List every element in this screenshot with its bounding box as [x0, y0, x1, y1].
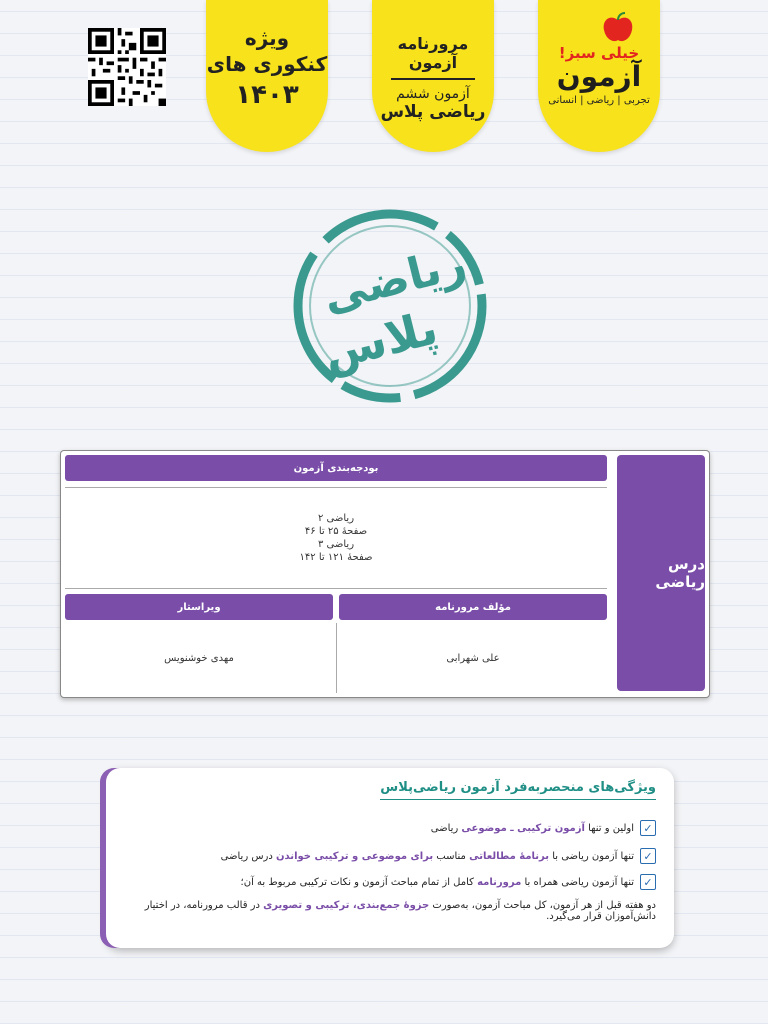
- riazi-plus-logo: [280, 196, 500, 416]
- tab-divider: [391, 78, 475, 80]
- special-edition-tab: [206, 0, 328, 152]
- budget-header: بودجه‌بندی آزمون: [65, 455, 607, 481]
- note-highlight: جزوهٔ جمع‌بندی، ترکیبی و تصویری: [263, 900, 430, 911]
- brand-slogan: خیلی سبز!: [558, 44, 640, 62]
- logo-text-riazi: ریاضی: [317, 237, 472, 323]
- budget-line-4: صفحهٔ ۱۲۱ تا ۱۴۲: [299, 552, 373, 563]
- feature-1-prefix: اولین و تنها: [584, 822, 634, 834]
- budget-line-1: ریاضی ۲: [317, 513, 355, 524]
- special-edition-label: ویژه: [244, 26, 290, 50]
- feature-1-highlight: آزمون ترکیبی ـ موضوعی: [461, 822, 585, 834]
- feature-text: [241, 877, 634, 888]
- feature-item: [241, 874, 656, 890]
- apple-icon: [600, 12, 636, 44]
- author-name: علی شهرابی: [446, 653, 500, 664]
- konkur-label: کنکوری های: [206, 52, 328, 76]
- checkbox-icon: ✓: [640, 820, 656, 836]
- feature-item: [221, 848, 656, 864]
- qr-code: [88, 28, 166, 106]
- checkbox-icon: ✓: [640, 874, 656, 890]
- feature-text: [221, 851, 634, 862]
- brand-logo-text: آزمون: [556, 60, 642, 93]
- feature-text: [431, 823, 634, 834]
- exam-number: آزمون ششم: [396, 86, 470, 102]
- subject-label: درس ریاضی: [617, 455, 705, 691]
- budget-line-3: ریاضی ۳: [317, 539, 355, 550]
- feature-3-suffix: کامل از تمام مباحث آزمون و نکات ترکیبی مربوط به آن؛: [240, 876, 478, 888]
- feature-3-highlight: مرورنامه: [477, 876, 522, 888]
- features-title: ویژگی‌های منحصربه‌فرد آزمون ریاضی‌پلاس: [380, 780, 656, 800]
- feature-item: [431, 820, 656, 836]
- editor-header: ویراستار: [65, 594, 333, 620]
- feature-1-suffix: ریاضی: [430, 822, 462, 834]
- column-divider: [336, 623, 337, 693]
- logo-text-plus: پلاس: [317, 300, 443, 381]
- feature-3-prefix: تنها آزمون ریاضی همراه با: [521, 876, 634, 888]
- feature-2-suffix: درس ریاضی: [220, 850, 276, 862]
- checkbox-icon: ✓: [640, 848, 656, 864]
- review-title: مرورنامه: [397, 34, 469, 53]
- brand-tracks: تجربی | ریاضی | انسانی: [548, 95, 650, 106]
- editor-name: مهدی خوشنویس: [164, 653, 234, 664]
- feature-2-prefix: تنها آزمون ریاضی با: [549, 850, 634, 862]
- year-label: ۱۴۰۳: [235, 80, 299, 110]
- note-suffix: در قالب مرورنامه، در اختیار دانش‌آموزان قرار می‌گیرد.: [144, 900, 656, 922]
- features-panel: [106, 768, 674, 948]
- note-prefix: دو هفته قبل از هر آزمون، کل مباحث آزمون، به‌صورت: [429, 900, 656, 911]
- feature-2-highlight-1: برنامهٔ مطالعاتی: [469, 850, 550, 862]
- budget-card: [60, 450, 710, 698]
- author-header: مؤلف مرورنامه: [339, 594, 607, 620]
- budget-line-2: صفحهٔ ۲۵ تا ۴۶: [304, 526, 368, 537]
- exam-review-tab: [372, 0, 494, 152]
- feature-2-highlight-2: برای موضوعی و ترکیبی خواندن: [276, 850, 434, 862]
- exam-title: آزمون: [408, 53, 458, 72]
- series-name: ریاضی پلاس: [380, 102, 486, 122]
- feature-2-middle: مناسب: [433, 850, 470, 862]
- stamp-circle-icon: [280, 196, 500, 416]
- brand-tab: [538, 0, 660, 152]
- feature-note: [116, 900, 656, 922]
- budget-content: [65, 487, 607, 589]
